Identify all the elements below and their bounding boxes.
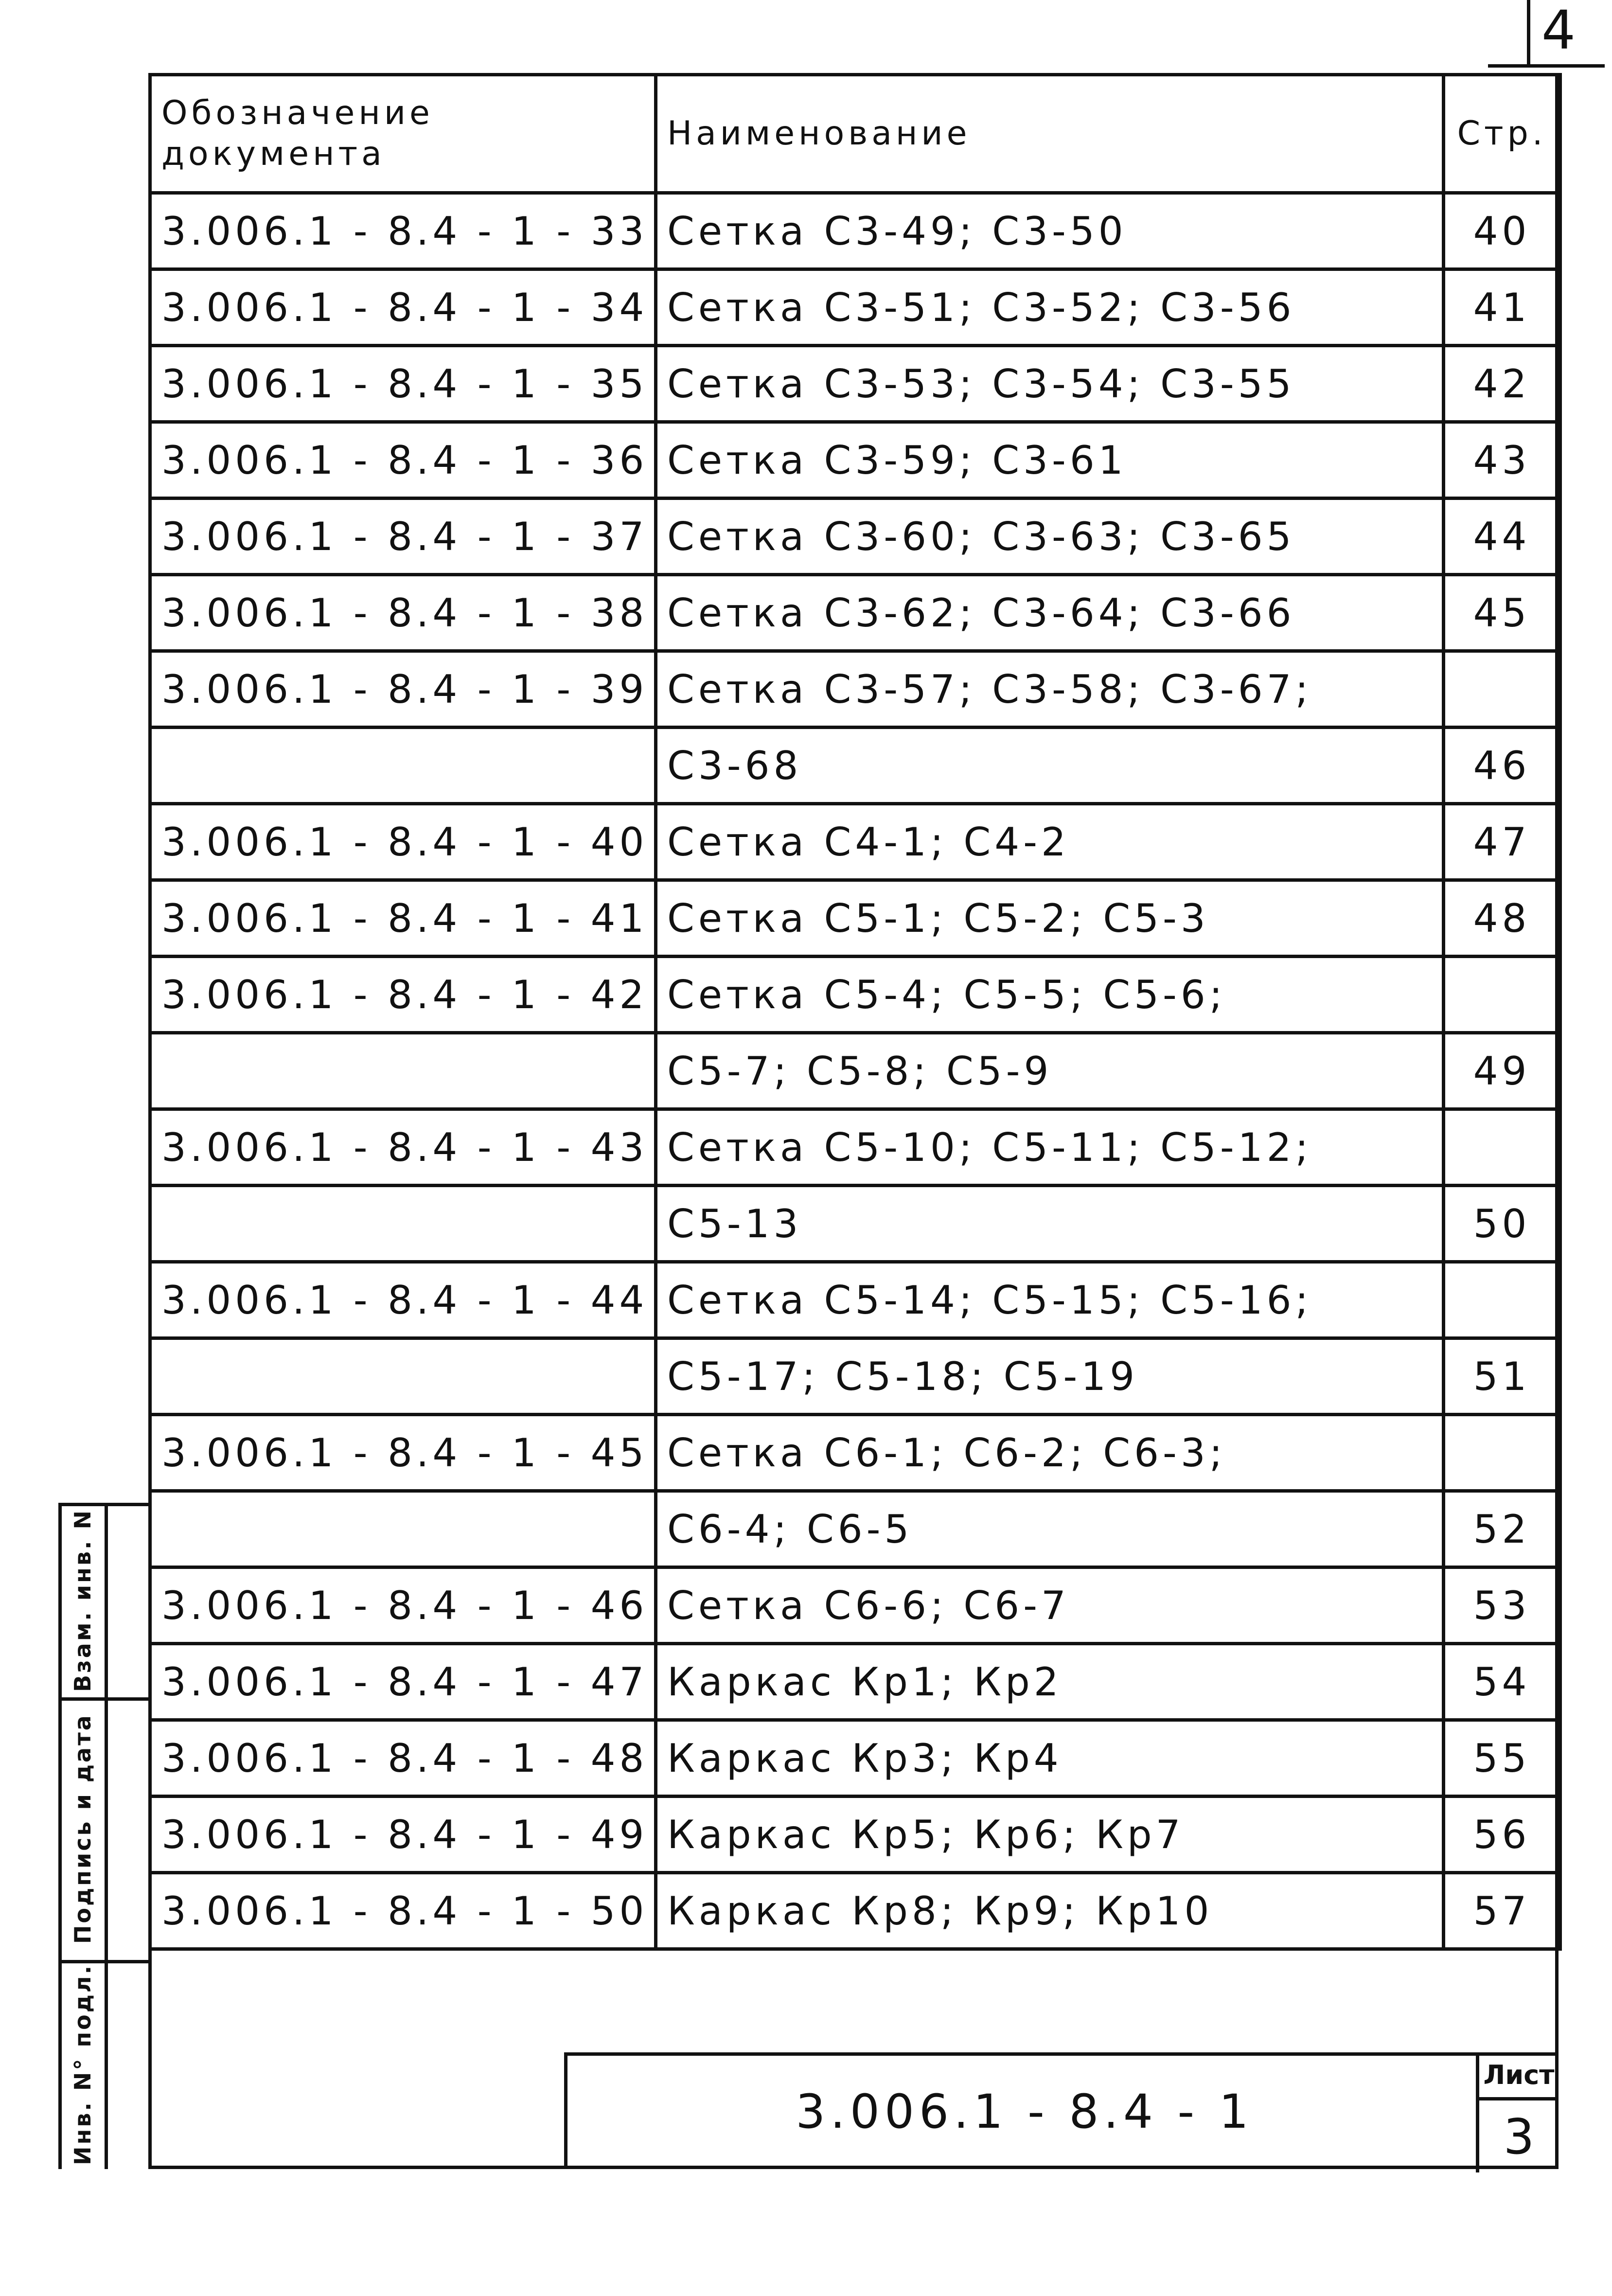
cell-document-code <box>150 1033 656 1109</box>
cell-page-number: 41 <box>1444 269 1560 346</box>
header-page: Стр. <box>1444 75 1560 193</box>
cell-document-code: 3.006.1 - 8.4 - 1 - 46 <box>150 1567 656 1644</box>
cell-page-number <box>1444 651 1560 728</box>
cell-document-name: С3-68 <box>656 728 1444 804</box>
table-row <box>150 269 1560 346</box>
table-row <box>150 498 1560 575</box>
side-strip-rule <box>58 1697 151 1701</box>
contents-table <box>148 73 1562 1951</box>
cell-page-number: 42 <box>1444 346 1560 422</box>
cell-page-number: 53 <box>1444 1567 1560 1644</box>
table-row <box>150 1720 1560 1797</box>
side-label-inv-orig: Инв. N° подл. <box>70 1963 96 2166</box>
cell-page-number <box>1444 1415 1560 1491</box>
cell-document-code: 3.006.1 - 8.4 - 1 - 39 <box>150 651 656 728</box>
cell-document-name: Сетка С6-1; С6-2; С6-3; <box>656 1415 1444 1491</box>
table-row <box>150 1873 1560 1949</box>
cell-document-code: 3.006.1 - 8.4 - 1 - 40 <box>150 804 656 880</box>
cell-page-number: 56 <box>1444 1797 1560 1873</box>
cell-document-code: 3.006.1 - 8.4 - 1 - 36 <box>150 422 656 498</box>
table-row <box>150 1338 1560 1415</box>
cell-document-code: 3.006.1 - 8.4 - 1 - 45 <box>150 1415 656 1491</box>
side-label-replaces-inv: Взам. инв. N <box>70 1508 96 1692</box>
table-row <box>150 1567 1560 1644</box>
cell-document-name: Сетка С3-53; С3-54; С3-55 <box>656 346 1444 422</box>
table-row <box>150 1644 1560 1720</box>
cell-page-number: 40 <box>1444 193 1560 269</box>
table-row <box>150 1797 1560 1873</box>
cell-document-code <box>150 1338 656 1415</box>
cell-document-name: Сетка С4-1; С4-2 <box>656 804 1444 880</box>
side-strip-rule <box>58 1503 151 1506</box>
cell-document-code <box>150 1491 656 1567</box>
header-name: Наименование <box>656 75 1444 193</box>
cell-page-number: 57 <box>1444 1873 1560 1949</box>
table-body <box>150 193 1560 1949</box>
cell-document-code <box>150 1186 656 1262</box>
document-code: 3.006.1 - 8.4 - 1 <box>796 2084 1254 2139</box>
table-row <box>150 422 1560 498</box>
table-row <box>150 1491 1560 1567</box>
table-header-row <box>150 75 1560 193</box>
cell-document-code: 3.006.1 - 8.4 - 1 - 33 <box>150 193 656 269</box>
cell-document-name: Сетка С5-10; С5-11; С5-12; <box>656 1109 1444 1186</box>
cell-document-code: 3.006.1 - 8.4 - 1 - 42 <box>150 957 656 1033</box>
cell-page-number: 43 <box>1444 422 1560 498</box>
table-row <box>150 193 1560 269</box>
cell-document-name: Каркас Кр8; Кр9; Кр10 <box>656 1873 1444 1949</box>
side-strip-rule <box>58 1960 151 1963</box>
cell-document-code: 3.006.1 - 8.4 - 1 - 50 <box>150 1873 656 1949</box>
cell-page-number: 44 <box>1444 498 1560 575</box>
table-row <box>150 804 1560 880</box>
cell-document-code: 3.006.1 - 8.4 - 1 - 37 <box>150 498 656 575</box>
cell-document-name: С5-7; С5-8; С5-9 <box>656 1033 1444 1109</box>
cell-document-name: Сетка С3-57; С3-58; С3-67; <box>656 651 1444 728</box>
table-row <box>150 880 1560 957</box>
side-label-signature-date: Подпись и дата <box>70 1713 96 1944</box>
cell-page-number <box>1444 957 1560 1033</box>
cell-page-number <box>1444 1109 1560 1186</box>
cell-document-code <box>150 728 656 804</box>
cell-document-code: 3.006.1 - 8.4 - 1 - 41 <box>150 880 656 957</box>
table-row <box>150 1415 1560 1491</box>
cell-document-name: Сетка С3-62; С3-64; С3-66 <box>656 575 1444 651</box>
table-row <box>150 1033 1560 1109</box>
cell-page-number <box>1444 1262 1560 1338</box>
table-row <box>150 346 1560 422</box>
cell-page-number: 48 <box>1444 880 1560 957</box>
cell-document-code: 3.006.1 - 8.4 - 1 - 49 <box>150 1797 656 1873</box>
title-block <box>148 1965 1559 2169</box>
table-row <box>150 1262 1560 1338</box>
cell-document-code: 3.006.1 - 8.4 - 1 - 34 <box>150 269 656 346</box>
cell-document-name: С6-4; С6-5 <box>656 1491 1444 1567</box>
cell-document-code: 3.006.1 - 8.4 - 1 - 43 <box>150 1109 656 1186</box>
cell-document-name: Сетка С5-1; С5-2; С5-3 <box>656 880 1444 957</box>
page-number: 4 <box>1527 0 1585 66</box>
cell-document-name: Сетка С3-49; С3-50 <box>656 193 1444 269</box>
cell-document-name: Каркас Кр1; Кр2 <box>656 1644 1444 1720</box>
table-row <box>150 1109 1560 1186</box>
sheet-label: Лист <box>1479 2056 1559 2100</box>
table-row <box>150 651 1560 728</box>
cell-page-number: 49 <box>1444 1033 1560 1109</box>
cell-document-name: С5-13 <box>656 1186 1444 1262</box>
sheet-cell <box>1476 2056 1559 2172</box>
table-row <box>150 728 1560 804</box>
cell-page-number: 47 <box>1444 804 1560 880</box>
cell-document-code: 3.006.1 - 8.4 - 1 - 38 <box>150 575 656 651</box>
contents-table-wrapper <box>148 73 1559 1951</box>
cell-document-name: Каркас Кр3; Кр4 <box>656 1720 1444 1797</box>
side-strip <box>58 1503 151 2169</box>
table-row <box>150 1186 1560 1262</box>
header-designation: Обозначение документа <box>150 75 656 193</box>
cell-page-number: 46 <box>1444 728 1560 804</box>
cell-document-code: 3.006.1 - 8.4 - 1 - 35 <box>150 346 656 422</box>
sheet-number: 3 <box>1503 2108 1535 2165</box>
cell-document-name: Сетка С5-14; С5-15; С5-16; <box>656 1262 1444 1338</box>
table-row <box>150 575 1560 651</box>
top-rule <box>1488 64 1605 68</box>
cell-document-name: Сетка С3-59; С3-61 <box>656 422 1444 498</box>
cell-page-number: 50 <box>1444 1186 1560 1262</box>
side-strip-value-column <box>105 1503 151 2169</box>
cell-document-name: Сетка С3-51; С3-52; С3-56 <box>656 269 1444 346</box>
cell-page-number: 55 <box>1444 1720 1560 1797</box>
cell-page-number: 51 <box>1444 1338 1560 1415</box>
cell-document-name: С5-17; С5-18; С5-19 <box>656 1338 1444 1415</box>
cell-document-name: Каркас Кр5; Кр6; Кр7 <box>656 1797 1444 1873</box>
cell-document-code: 3.006.1 - 8.4 - 1 - 48 <box>150 1720 656 1797</box>
table-row <box>150 957 1560 1033</box>
cell-page-number: 45 <box>1444 575 1560 651</box>
cell-page-number: 52 <box>1444 1491 1560 1567</box>
cell-document-name: Сетка С5-4; С5-5; С5-6; <box>656 957 1444 1033</box>
stamp-box <box>564 2052 1559 2169</box>
cell-document-code: 3.006.1 - 8.4 - 1 - 44 <box>150 1262 656 1338</box>
cell-document-code: 3.006.1 - 8.4 - 1 - 47 <box>150 1644 656 1720</box>
cell-page-number: 54 <box>1444 1644 1560 1720</box>
cell-document-name: Сетка С3-60; С3-63; С3-65 <box>656 498 1444 575</box>
cell-document-name: Сетка С6-6; С6-7 <box>656 1567 1444 1644</box>
